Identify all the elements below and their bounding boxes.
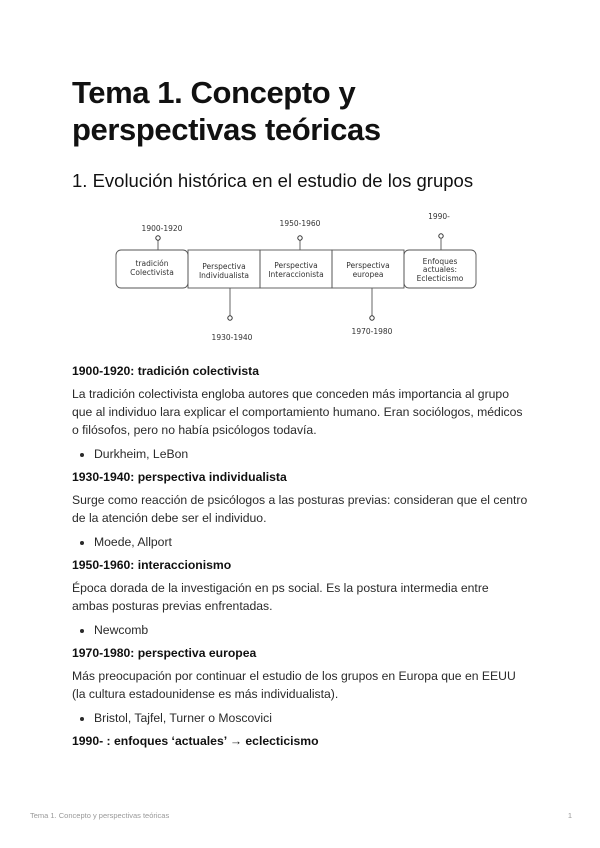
period-heading: 1970-1980: perspectiva europea [72, 646, 257, 660]
author-list [72, 621, 528, 639]
period-heading: 1950-1960: interaccionismo [72, 558, 232, 572]
period-1970 [72, 644, 528, 727]
period-1950 [72, 556, 528, 639]
period-text: La tradición colectivista engloba autores que conceden más importancia al grupo que al individuo lara explicar el comportamiento humano. Eran sociólogos, médicos o filósofos, pero no había psicólogos todavía. [72, 387, 523, 437]
timeline-diagram [110, 205, 490, 345]
timeline-box-3-line-1: Perspectiva [274, 261, 318, 270]
timeline-date-1990: 1990- [428, 212, 450, 221]
page-title: Tema 1. Concepto y perspectivas teóricas [72, 75, 381, 147]
timeline-date-1950: 1950-1960 [279, 219, 321, 228]
timeline-box-1-line-2: Colectivista [130, 268, 174, 277]
timeline-marker-1970 [370, 316, 374, 320]
author-list [72, 445, 528, 463]
timeline-box-2-line-1: Perspectiva [202, 262, 246, 271]
timeline-date-1900: 1900-1920 [141, 224, 183, 233]
period-text: Más preocupación por continuar el estudio de los grupos en Europa que en EEUU (la cultura estadounidense es más individualista). [72, 669, 516, 701]
timeline-marker-1990 [439, 234, 443, 238]
period-1900 [72, 362, 528, 463]
period-text: Surge como reacción de psicólogos a las posturas previas: consideran que el centro de la atención debe ser el individuo. [72, 493, 528, 525]
period-1990-heading: 1990- : enfoques ‘actuales’ → eclecticismo [72, 734, 319, 748]
timeline-date-1970: 1970-1980 [351, 327, 393, 336]
author-item: • Durkheim, LeBon [94, 445, 528, 463]
period-text: Época dorada de la investigación en ps social. Es la postura intermedia entre ambas posturas previas enfrentadas. [72, 581, 489, 613]
timeline-date-1930: 1930-1940 [211, 333, 253, 342]
timeline-box-4-line-2: europea [352, 270, 384, 279]
author-list [72, 709, 528, 727]
section-title: 1. Evolución histórica en el estudio de los grupos [72, 170, 474, 191]
content [72, 362, 528, 755]
timeline-box-5-line-1: Enfoques [422, 257, 458, 266]
period-1930 [72, 468, 528, 551]
timeline-box-2-line-2: Individualista [198, 271, 250, 280]
timeline-box-5-line-2: actuales: [422, 265, 458, 274]
author-item: • Newcomb [94, 621, 528, 639]
timeline-box-5-line-3: Eclecticismo [416, 274, 464, 283]
timeline-box-3-line-2: Interaccionista [268, 270, 324, 279]
footer-title: Tema 1. Concepto y perspectivas teóricas [30, 811, 170, 820]
timeline-box-1-line-1: tradición [135, 259, 169, 268]
author-item: • Moede, Allport [94, 533, 528, 551]
timeline-marker-1930 [228, 316, 232, 320]
author-list [72, 533, 528, 551]
period-heading: 1930-1940: perspectiva individualista [72, 470, 287, 484]
period-heading: 1900-1920: tradición colectivista [72, 364, 259, 378]
timeline-marker-1950 [298, 236, 302, 240]
timeline-marker-1900 [156, 236, 160, 240]
author-item: • Bristol, Tajfel, Turner o Moscovici [94, 709, 528, 727]
page-number: 1 [567, 811, 572, 820]
timeline-box-4-line-1: Perspectiva [346, 261, 390, 270]
